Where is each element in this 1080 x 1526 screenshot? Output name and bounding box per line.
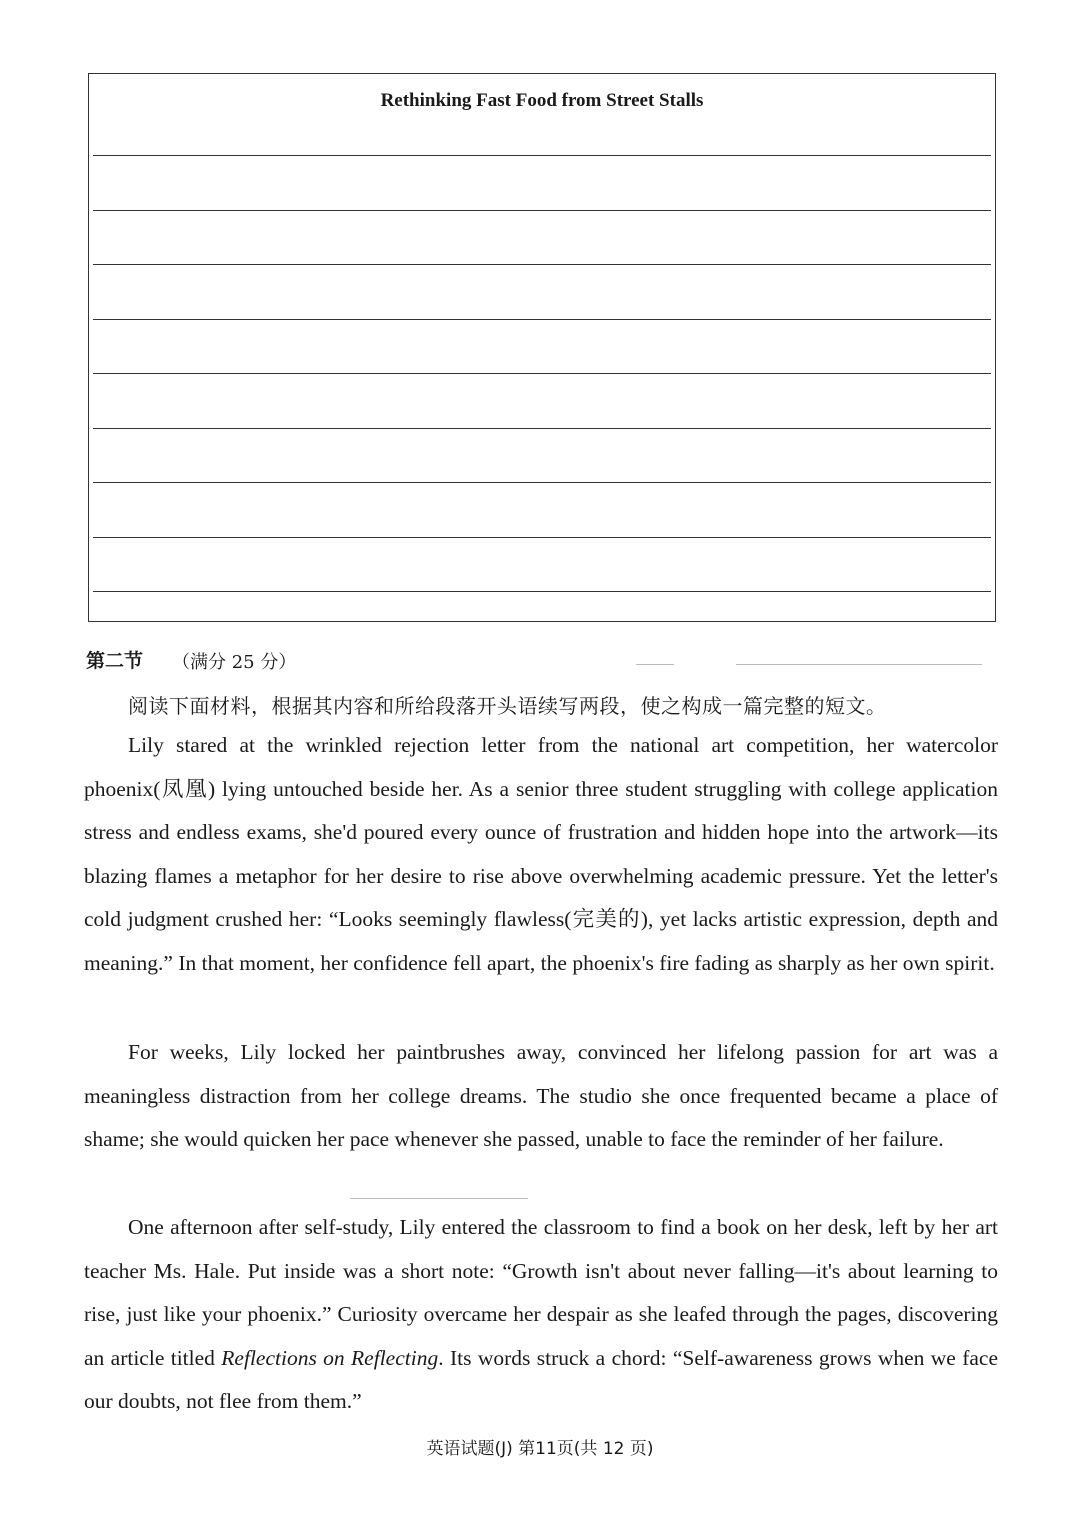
- passage-paragraph-1: Lily stared at the wrinkled rejection letter from the national art competition, her watercolor phoenix(凤凰) lying untouched beside her. As a senior three student struggling with college application stress and endless exams, she'd poured every ounce of frustration and hidden hope into the artwork—its blazing flames a metaphor for her desire to rise above overwhelming academic pressure. Yet the letter's cold judgment crushed her: “Looks seemingly flawless(完美的), yet lacks artistic expression, depth and meaning.” In that moment, her confidence fell apart, the phoenix's fire fading as sharply as her own spirit.: [84, 733, 998, 975]
- passage-paragraph-2: For weeks, Lily locked her paintbrushes away, convinced her lifelong passion for art was a meaningless distraction from her college dreams. The studio she once frequented became a place of shame; she would quicken her pace whenever she passed, unable to face the reminder of her failure.: [84, 1040, 998, 1152]
- scan-mark: [636, 664, 674, 665]
- answer-line: [93, 155, 991, 156]
- passage-paragraph-3: [84, 1206, 998, 1424]
- answer-line: [93, 210, 991, 211]
- writing-answer-box: [88, 73, 996, 622]
- answer-line: [93, 373, 991, 374]
- scan-mark: [736, 664, 982, 665]
- answer-line: [93, 482, 991, 483]
- page-footer: 英语试题(J) 第11页(共 12 页): [426, 1439, 654, 1459]
- paragraph-3-text: One afternoon after self-study, Lily entered the classroom to find a book on her desk, left by her art teacher Ms. Hale. Put inside was a short note: “Growth isn't about never falling—it's about learning to rise, just like your phoenix.” Curiosity overcame her despair as she leafed through the pages, discovering an article titled: [84, 1215, 998, 1370]
- paragraph-3-text-end: . Its words struck a chord: “Self-awareness grows when we face our doubts, not flee from them.”: [84, 1345, 998, 1414]
- section-instruction: 阅读下面材料，根据其内容和所给段落开头语续写两段，使之构成一篇完整的短文。: [128, 694, 887, 718]
- answer-line: [93, 428, 991, 429]
- answer-line: [93, 591, 991, 592]
- section-heading: 第二节: [86, 650, 144, 672]
- article-title: Reflections on Reflecting: [221, 1345, 439, 1370]
- answer-line: [93, 537, 991, 538]
- answer-line: [93, 264, 991, 265]
- section-score-note: （满分 25 分）: [172, 652, 297, 673]
- scan-mark: [350, 1198, 528, 1199]
- answer-line: [93, 319, 991, 320]
- writing-title: Rethinking Fast Food from Street Stalls: [380, 90, 704, 111]
